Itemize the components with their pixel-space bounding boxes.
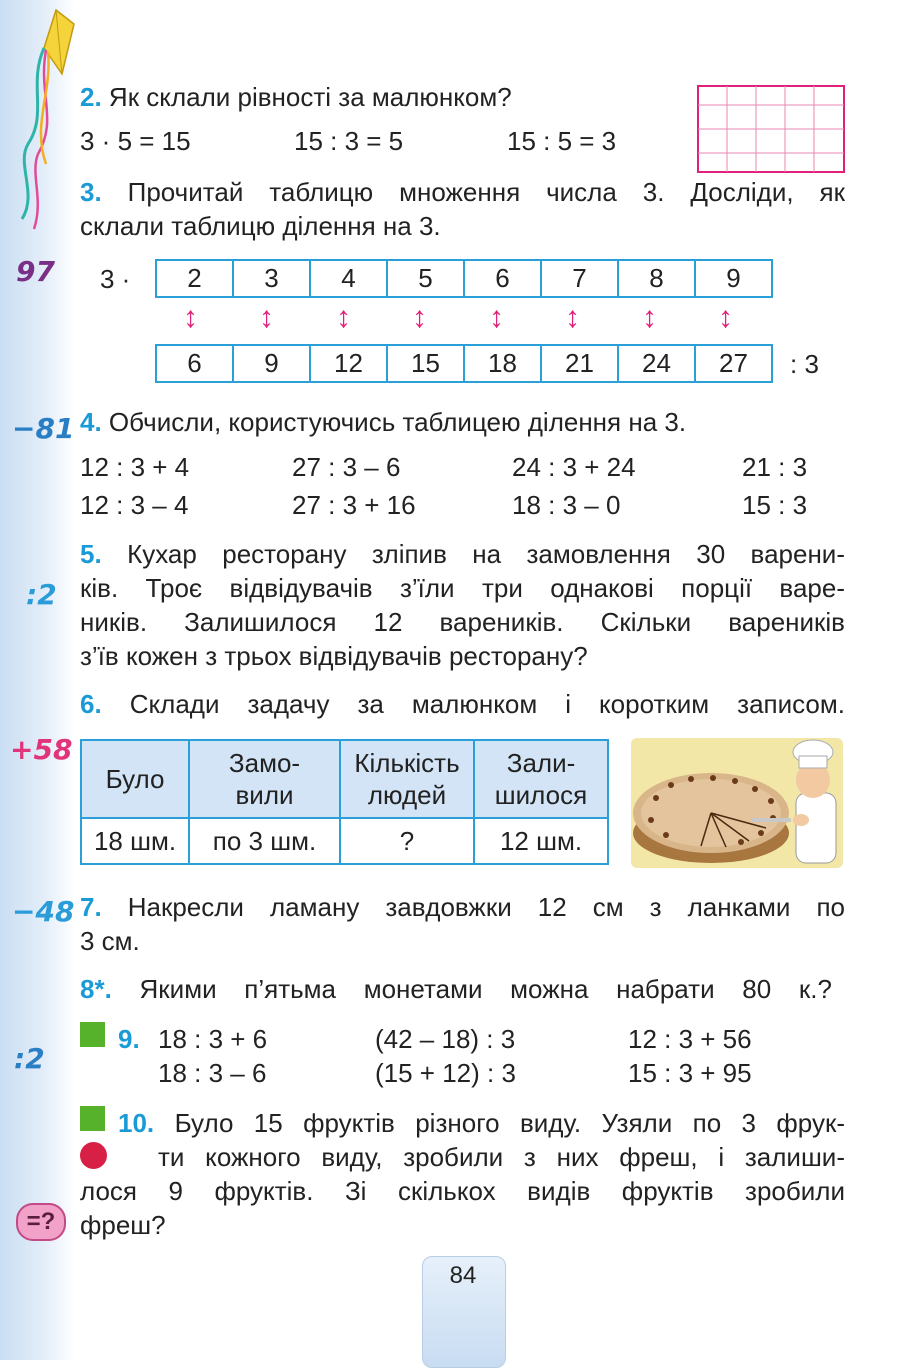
- double-arrow-icon: ↕: [489, 301, 504, 334]
- multiplication-row: [155, 259, 773, 298]
- table-cell: по 3 шм.: [189, 818, 340, 864]
- task4-question: 4. Обчисли, користуючись таблицею ділення на 3.: [80, 407, 687, 437]
- pink-grid-figure: [697, 85, 845, 173]
- compare-badge: =?: [16, 1203, 66, 1241]
- task7-text-line2: 3 см.: [80, 926, 140, 956]
- table-cell: 6: [464, 260, 541, 297]
- kite-illustration: [8, 4, 78, 234]
- double-arrow-icon: ↕: [718, 301, 733, 334]
- task3-text-line1: 3. Прочитай таблицю множення числа 3. Досліди, як: [80, 177, 845, 207]
- margin-number: +58: [10, 733, 73, 766]
- red-dot-icon: [80, 1142, 107, 1169]
- task10-text-line1: 10. Було 15 фруктів різного виду. Узяли по 3 фрук-: [118, 1108, 846, 1138]
- task10-text-line3: лося 9 фруктів. Зі скількох видів фруктів зробили: [80, 1176, 845, 1206]
- task2-question: 2. Як склали рівності за малюнком?: [80, 82, 512, 112]
- expression: 27 : 3 – 6: [292, 452, 401, 482]
- task-number: 3.: [80, 177, 102, 207]
- expression: 27 : 3 + 16: [292, 490, 416, 520]
- task-number: 4.: [80, 407, 102, 437]
- expression: 18 : 3 – 6: [158, 1058, 267, 1088]
- table-header: Кількість людей: [340, 740, 474, 818]
- double-arrow-icon: ↕: [336, 301, 351, 334]
- task8-question: 8*. Якими п’ятьма монетами можна набрати 80 к.?: [80, 974, 832, 1004]
- task3-text-line2: склали таблицю ділення на 3.: [80, 211, 441, 241]
- table-cell: 24: [618, 345, 695, 382]
- task6-question: 6. Склади задачу за малюнком і коротким записом.: [80, 689, 845, 719]
- table-cell: 12 шм.: [474, 818, 608, 864]
- margin-number: −81: [12, 412, 75, 445]
- green-square-icon: [80, 1106, 105, 1131]
- green-square-icon: [80, 1022, 105, 1047]
- table-cell: 5: [387, 260, 464, 297]
- expression: 12 : 3 + 56: [628, 1024, 752, 1054]
- page-number: 84: [449, 1262, 477, 1289]
- expression: 15 : 3 + 95: [628, 1058, 752, 1088]
- task10-text-line4: фреш?: [80, 1210, 166, 1240]
- task7-text-line1: 7. Накресли ламану завдовжки 12 см з ланками по: [80, 892, 845, 922]
- table-cell: 9: [233, 345, 310, 382]
- task-number: 6.: [80, 689, 102, 719]
- double-arrow-icon: ↕: [642, 301, 657, 334]
- table-cell: 27: [695, 345, 772, 382]
- table-cell: 18 шм.: [81, 818, 189, 864]
- table-cell: ?: [340, 818, 474, 864]
- table-header: Було: [81, 740, 189, 818]
- chef-cake-illustration: [631, 738, 843, 868]
- task-number: 8*.: [80, 974, 112, 1004]
- divide-suffix: : 3: [790, 349, 819, 379]
- task2-equation: 15 : 5 = 3: [507, 126, 617, 156]
- task-number: 5.: [80, 539, 102, 569]
- expression: 18 : 3 + 6: [158, 1024, 268, 1054]
- double-arrow-icon: ↕: [259, 301, 274, 334]
- margin-number: 97: [16, 255, 55, 288]
- table-cell: 8: [618, 260, 695, 297]
- table-header: Зали- шилося: [474, 740, 608, 818]
- double-arrow-icon: ↕: [412, 301, 427, 334]
- table-cell: 4: [310, 260, 387, 297]
- task5-text-line3: ників. Залишилося 12 вареників. Скільки вареників: [80, 607, 845, 637]
- expression: (42 – 18) : 3: [375, 1024, 516, 1054]
- task-number: 9.: [118, 1024, 140, 1054]
- expression: 12 : 3 + 4: [80, 452, 190, 482]
- expression: (15 + 12) : 3: [375, 1058, 516, 1088]
- task2-equation: 15 : 3 = 5: [294, 126, 404, 156]
- table-cell: 9: [695, 260, 772, 297]
- double-arrow-icon: ↕: [565, 301, 580, 334]
- table-cell: 3: [233, 260, 310, 297]
- expression: 21 : 3: [742, 452, 808, 482]
- division-row: [155, 344, 773, 383]
- expression: 15 : 3: [742, 490, 808, 520]
- double-arrow-icon: ↕: [183, 301, 198, 334]
- table-cell: 18: [464, 345, 541, 382]
- task5-text-line2: ків. Троє відвідувачів з’їли три однакові порції варе-: [80, 573, 845, 603]
- margin-number: :2: [14, 1042, 45, 1075]
- short-record-table: [80, 739, 609, 865]
- table-header: Замо- вили: [189, 740, 340, 818]
- table-cell: 21: [541, 345, 618, 382]
- margin-number: :2: [26, 578, 57, 611]
- table-cell: 12: [310, 345, 387, 382]
- task-number: 10.: [118, 1108, 155, 1138]
- expression: 12 : 3 – 4: [80, 490, 189, 520]
- table-cell: 7: [541, 260, 618, 297]
- task-number: 7.: [80, 892, 102, 922]
- table-cell: 2: [156, 260, 233, 297]
- multiply-prefix: 3 ·: [100, 264, 131, 294]
- expression: 24 : 3 + 24: [512, 452, 636, 482]
- table-cell: 15: [387, 345, 464, 382]
- table-cell: 6: [156, 345, 233, 382]
- task-number: 2.: [80, 82, 102, 112]
- task5-text-line4: з’їв кожен з трьох відвідувачів ресторану?: [80, 641, 588, 671]
- task10-text-line2: ти кожного виду, зробили з них фреш, і залиши-: [158, 1142, 845, 1172]
- margin-number: −48: [12, 895, 75, 928]
- task2-equation: 3 · 5 = 15: [80, 126, 191, 156]
- expression: 18 : 3 – 0: [512, 490, 621, 520]
- task5-text-line1: 5. Кухар ресторану зліпив на замовлення 30 варени-: [80, 539, 845, 569]
